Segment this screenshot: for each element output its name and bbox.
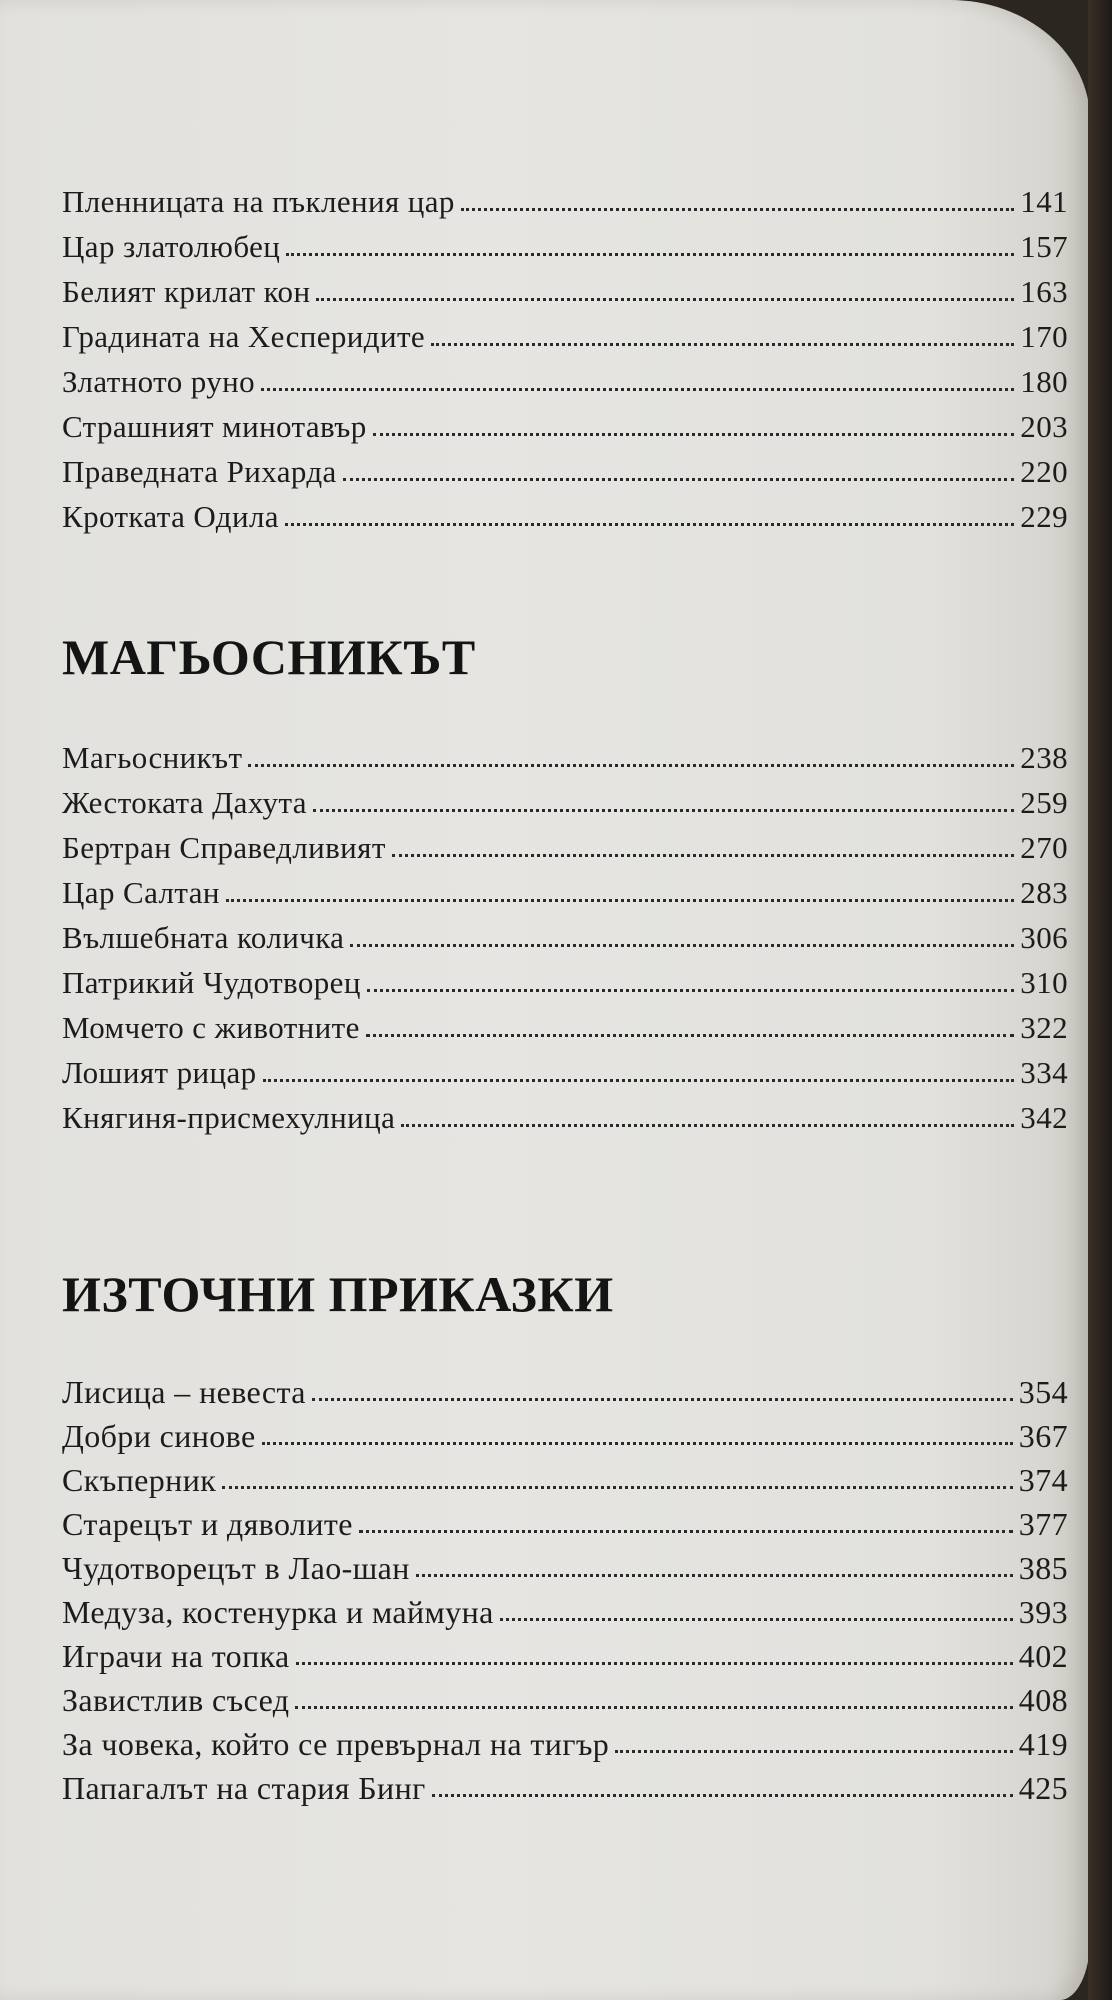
entry-page-number: 334: [1020, 1055, 1068, 1090]
dot-leader: [343, 478, 1015, 481]
toc-entry: [62, 1045, 1068, 1090]
entry-page-number: 310: [1020, 965, 1068, 1000]
toc-entry: [62, 1497, 1068, 1541]
toc-entry: [62, 354, 1068, 399]
toc-entry: [62, 1541, 1068, 1585]
toc-entry: [62, 264, 1068, 309]
entry-page-number: 170: [1020, 319, 1068, 354]
dot-leader: [350, 944, 1014, 947]
dot-leader: [432, 1794, 1013, 1797]
toc-entry: [62, 444, 1068, 489]
entry-page-number: 377: [1018, 1506, 1068, 1542]
toc-entry: [62, 910, 1068, 955]
dot-leader: [248, 764, 1014, 767]
toc-entry-list: [62, 730, 1068, 1135]
book-spine-edge: [1088, 0, 1112, 2000]
entry-title: Добри синове: [62, 1418, 256, 1454]
entry-title: Лошият рицар: [62, 1055, 257, 1090]
dot-leader: [373, 433, 1015, 436]
entry-title: Скъперник: [62, 1462, 217, 1498]
entry-title: Завистлив съсед: [62, 1682, 290, 1718]
entry-page-number: 203: [1020, 409, 1068, 444]
dot-leader: [461, 208, 1014, 211]
dot-leader: [263, 1079, 1015, 1082]
toc-entry: [62, 1409, 1068, 1453]
entry-title: Градината на Хесперидите: [62, 319, 426, 354]
entry-title: Златното руно: [62, 364, 256, 399]
toc-entry: [62, 219, 1068, 264]
entry-page-number: 141: [1020, 184, 1068, 219]
entry-title: Цар златолюбец: [62, 229, 281, 264]
dot-leader: [262, 1442, 1013, 1445]
entry-title: Бертран Справедливият: [62, 830, 386, 865]
entry-title: Страшният минотавър: [62, 409, 367, 444]
entry-page-number: 393: [1018, 1594, 1068, 1630]
entry-page-number: 157: [1020, 229, 1068, 264]
toc-entry: [62, 1453, 1068, 1497]
dot-leader: [392, 854, 1015, 857]
toc-entry: [62, 820, 1068, 865]
toc-entry: [62, 1585, 1068, 1629]
dot-leader: [313, 809, 1014, 812]
dot-leader: [401, 1124, 1014, 1127]
entry-page-number: 322: [1020, 1010, 1068, 1045]
toc-entry: [62, 489, 1068, 534]
entry-page-number: 180: [1020, 364, 1068, 399]
entry-page-number: 270: [1020, 830, 1068, 865]
entry-page-number: 367: [1018, 1418, 1068, 1454]
entry-title: Старецът и дяволите: [62, 1506, 353, 1542]
toc-section: [62, 628, 1068, 1135]
dot-leader: [295, 1706, 1012, 1709]
toc-entry: [62, 730, 1068, 775]
dot-leader: [316, 298, 1014, 301]
entry-title: За човека, който се превърнал на тигър: [62, 1726, 610, 1762]
entry-page-number: 354: [1018, 1374, 1068, 1410]
entry-page-number: 259: [1020, 785, 1068, 820]
entry-page-number: 283: [1020, 875, 1068, 910]
entry-title: Папагалът на стария Бинг: [62, 1770, 426, 1806]
entry-page-number: 425: [1018, 1770, 1068, 1806]
entry-title: Жестоката Дахута: [62, 785, 307, 820]
entry-title: Вълшебната количка: [62, 920, 345, 955]
toc-entry: [62, 309, 1068, 354]
dot-leader: [359, 1530, 1013, 1533]
dot-leader: [366, 1034, 1015, 1037]
toc-section: [62, 1265, 1068, 1805]
toc-entry: [62, 1365, 1068, 1409]
entry-page-number: 385: [1018, 1550, 1068, 1586]
toc-entry: [62, 1629, 1068, 1673]
dot-leader: [222, 1486, 1013, 1489]
toc-entry-list: [62, 1365, 1068, 1805]
toc-entry: [62, 174, 1068, 219]
toc-entry: [62, 775, 1068, 820]
dot-leader: [431, 343, 1014, 346]
toc-entry: [62, 1717, 1068, 1761]
dot-leader: [416, 1574, 1013, 1577]
toc-entry: [62, 955, 1068, 1000]
entry-title: Кротката Одила: [62, 499, 279, 534]
section-heading: ИЗТОЧНИ ПРИКАЗКИ: [62, 1266, 614, 1322]
entry-page-number: 342: [1020, 1100, 1068, 1135]
entry-title: Патрикий Чудотворец: [62, 965, 361, 1000]
toc-entry-list: [62, 174, 1068, 534]
entry-title: Пленницата на пъкления цар: [62, 184, 455, 219]
entry-title: Белият крилат кон: [62, 274, 311, 309]
toc-entry: [62, 399, 1068, 444]
entry-title: Магьосникът: [62, 740, 243, 775]
toc-entry: [62, 865, 1068, 910]
toc-entry: [62, 1673, 1068, 1717]
entry-title: Княгиня-присмехулница: [62, 1100, 396, 1135]
dot-leader: [285, 523, 1014, 526]
entry-page-number: 163: [1020, 274, 1068, 309]
entry-title: Лисица – невеста: [62, 1374, 306, 1410]
dot-leader: [615, 1750, 1013, 1753]
entry-page-number: 229: [1020, 499, 1068, 534]
entry-title: Играчи на топка: [62, 1638, 290, 1674]
dot-leader: [500, 1618, 1013, 1621]
entry-page-number: 408: [1018, 1682, 1068, 1718]
dot-leader: [367, 989, 1014, 992]
entry-page-number: 238: [1020, 740, 1068, 775]
entry-title: Медуза, костенурка и маймуна: [62, 1594, 494, 1630]
dot-leader: [312, 1398, 1013, 1401]
dot-leader: [261, 388, 1014, 391]
toc-entry: [62, 1761, 1068, 1805]
entry-page-number: 374: [1018, 1462, 1068, 1498]
entry-page-number: 220: [1020, 454, 1068, 489]
section-heading: МАГЬОСНИКЪТ: [62, 629, 476, 685]
dot-leader: [286, 253, 1014, 256]
entry-page-number: 306: [1020, 920, 1068, 955]
entry-page-number: 419: [1018, 1726, 1068, 1762]
toc-section: [62, 174, 1068, 534]
entry-title: Цар Салтан: [62, 875, 220, 910]
toc-entry: [62, 1090, 1068, 1135]
entry-title: Праведната Рихарда: [62, 454, 337, 489]
dot-leader: [296, 1662, 1013, 1665]
entry-title: Момчето с животните: [62, 1010, 360, 1045]
toc-entry: [62, 1000, 1068, 1045]
entry-page-number: 402: [1018, 1638, 1068, 1674]
dot-leader: [226, 899, 1014, 902]
entry-title: Чудотворецът в Лао-шан: [62, 1550, 410, 1586]
